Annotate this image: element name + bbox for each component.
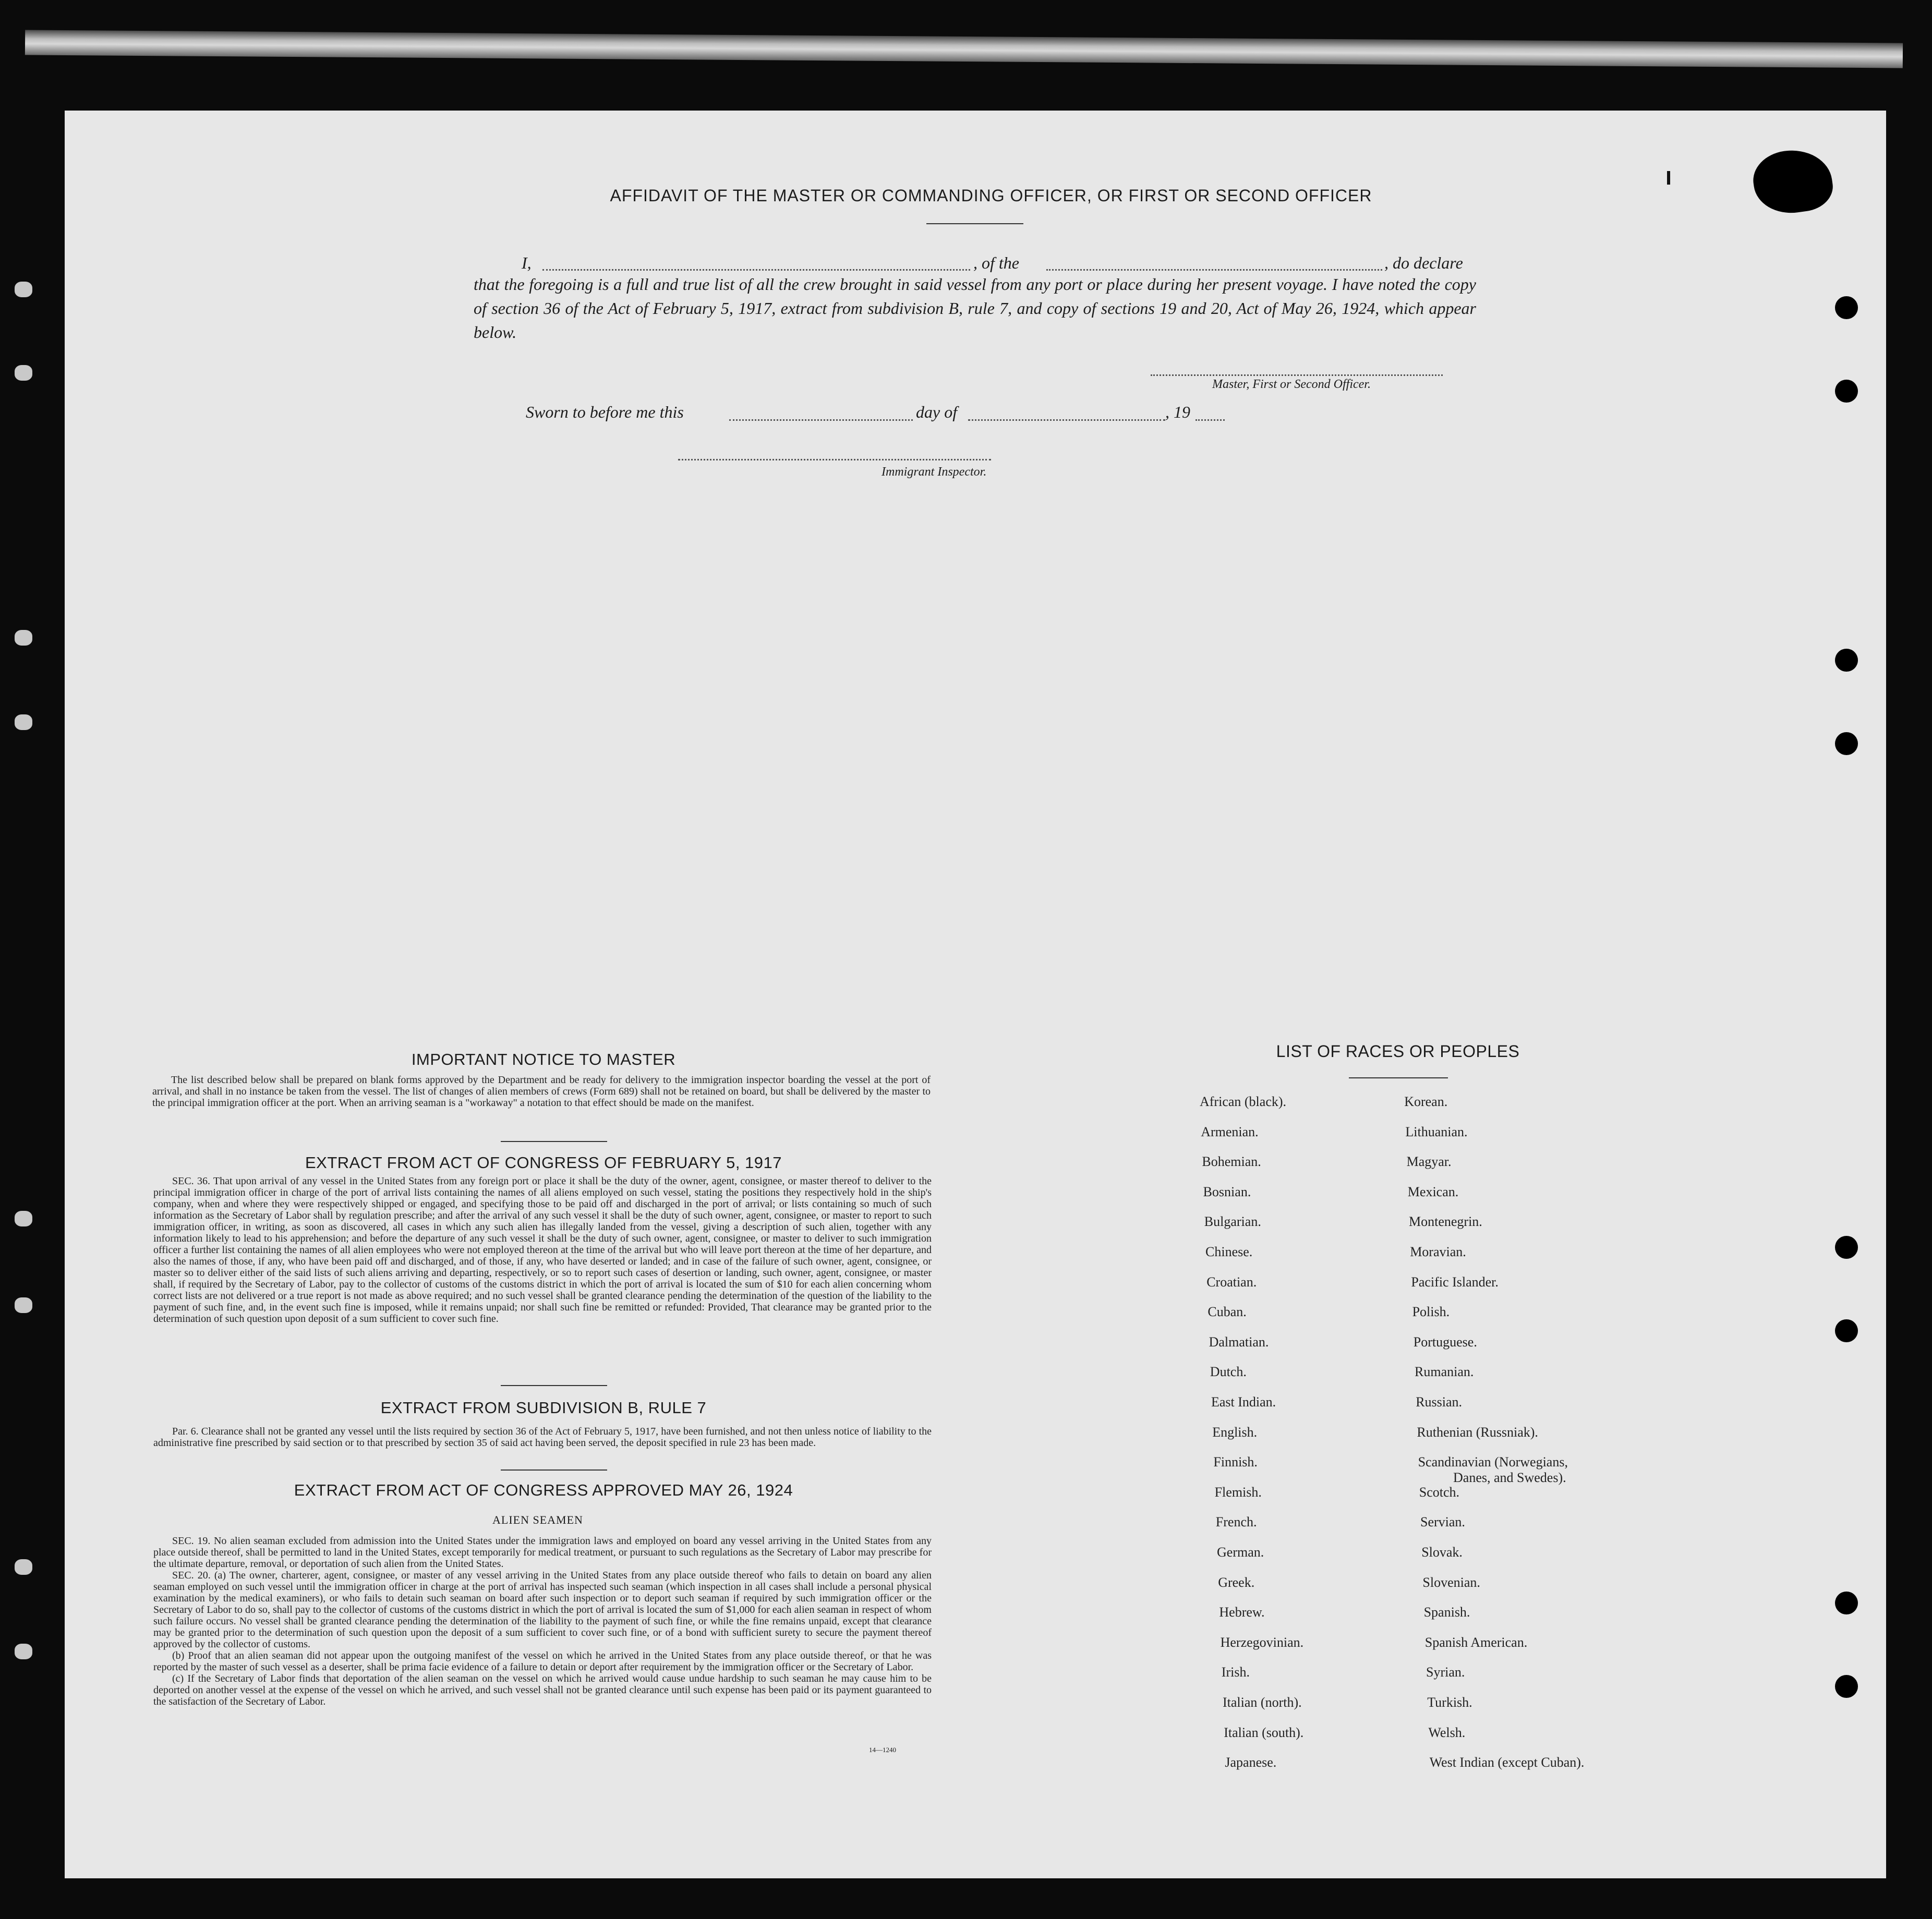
ink-mark bbox=[1667, 171, 1670, 185]
race-item: Croatian. bbox=[1206, 1274, 1257, 1290]
affidavit-line1-end: , do declare bbox=[1384, 253, 1463, 272]
binding-hole bbox=[15, 282, 32, 297]
name-blank[interactable] bbox=[542, 269, 970, 271]
rule7-title: EXTRACT FROM SUBDIVISION B, RULE 7 bbox=[380, 1399, 707, 1417]
scanner-edge-strip bbox=[25, 30, 1903, 68]
race-item: Dutch. bbox=[1210, 1364, 1247, 1380]
affidavit-title: AFFIDAVIT OF THE MASTER OR COMMANDING OFFICER, OR FIRST OR SECOND OFFICER bbox=[610, 186, 1372, 205]
race-item: Magyar. bbox=[1406, 1154, 1452, 1170]
binding-hole bbox=[15, 365, 32, 381]
alien-seamen-subtitle: ALIEN SEAMEN bbox=[492, 1513, 583, 1526]
section-19: SEC. 19. No alien seaman excluded from admission into the United States under the immigration laws and employed on board any vessel arriving in the United States from any place outside thereof, shall be permitted to land in the United States, except temporarily for medical treatment, or pursuant to such regulations as the Secretary of Labor may prescribe for the ultimate departure, removal, or deportation of such alien from the United States. bbox=[153, 1535, 932, 1570]
punch-hole bbox=[1835, 1675, 1858, 1698]
section-20b: (b) Proof that an alien seaman did not appear upon the outgoing manifest of the vessel on which he arrived in the United States from any place outside thereof, or that he was reported by the master of such vessel as a deserter, shall be prima facie evidence of a failure to detain or deport after requirement by the immigration officer or the Secretary of Labor. bbox=[153, 1650, 932, 1673]
signature-blank[interactable] bbox=[1151, 374, 1443, 376]
sworn-text: Sworn to before me this bbox=[526, 403, 684, 421]
extract-1924-text bbox=[153, 1535, 932, 1707]
race-item: Servian. bbox=[1420, 1514, 1465, 1530]
race-item: Spanish American. bbox=[1424, 1634, 1528, 1650]
binding-hole bbox=[15, 1211, 32, 1226]
race-item: English. bbox=[1212, 1424, 1258, 1440]
affidavit-line1-start: I, bbox=[522, 253, 532, 272]
races-title: LIST OF RACES OR PEOPLES bbox=[1276, 1042, 1520, 1061]
extract-1917-title: EXTRACT FROM ACT OF CONGRESS OF FEBRUARY 5, 1917 bbox=[305, 1153, 782, 1172]
extract-1917-text: SEC. 36. That upon arrival of any vessel in the United States from any foreign port or place it shall be the duty of the owner, agent, consignee, or master thereof to deliver to the principal immigration officer in charge of the port of arrival lists containing the names of all aliens employed on such vessel, stating the positions they respectively hold in the ship's company, when and where they were respectively shipped or engaged, and specifying those to be paid off and discharged in the port of arrival; or lists containing so much of such information as the Secretary of Labor shall by regulation prescribe; and after the arrival of any such vessel it shall be the duty of such owner, agent, consignee, or master to report to such immigration officer, in writing, as soon as discovered, all cases in which any such alien has illegally landed from the vessel, giving a description of such alien, together with any information likely to lead to his apprehension; and before the departure of any such vessel it shall be the duty of such owner, agent, consignee, or master to deliver to such immigration officer a further list containing the names of all alien employees who were not employed thereon at the time of the arrival but who will leave port thereon at the time of her departure, and also the names of those, if any, who have been paid off and discharged, and of those, if any, who have deserted or landed; and in case of the failure of such owner, agent, consignee, or master so to deliver either of the said lists of such aliens arriving and departing, respectively, or so to report such cases of desertion or landing, such owner, agent, consignee, or master shall, if required by the Secretary of Labor, pay to the collector of customs of the customs district in which the port of arrival is located the sum of $10 for each alien concerning whom correct lists are not delivered or a true report is not made as above required; and no such vessel shall be granted clearance pending the determination of the question of the liability to the payment of such fine, and, in the event such fine is imposed, while it remains unpaid; nor shall such fine be remitted or refunded: Provided, That clearance may be granted prior to the determination of such question upon deposit of a sum sufficient to cover such fine. bbox=[153, 1175, 932, 1325]
punch-hole bbox=[1835, 380, 1858, 403]
race-item: Turkish. bbox=[1427, 1695, 1472, 1710]
race-item: West Indian (except Cuban). bbox=[1429, 1755, 1585, 1770]
race-item: Chinese. bbox=[1205, 1244, 1253, 1259]
race-item: Ruthenian (Russniak). bbox=[1417, 1424, 1538, 1440]
affidavit-line1-mid: , of the bbox=[973, 253, 1019, 272]
binding-hole bbox=[15, 714, 32, 730]
race-item: Russian. bbox=[1416, 1394, 1463, 1410]
punch-hole bbox=[1835, 296, 1858, 319]
race-item: Slovenian. bbox=[1422, 1574, 1480, 1590]
section-20a: SEC. 20. (a) The owner, charterer, agent, consignee, or master of any vessel arriving in the United States from any place outside thereof who fails to detain on board any alien seaman employed on such vessel until the immigration officer in charge at the port of arrival has inspected such seaman (which inspection in all cases shall include a personal physical examination by the medical examiners), or who fails to detain such seaman on board after such inspection or to deport such seaman if required by such immigration officer or the Secretary of Labor to do so, shall pay to the collector of customs of the customs district in which the port of arrival is located the sum of $1,000 for each alien seaman in respect of whom such failure occurs. No vessel shall be granted clearance pending the determination of the liability to the payment of such fine, or while the fine remains unpaid, except that clearance may be granted prior to the determination of such question upon the deposit of a sum sufficient to cover such fine, or of a bond with sufficient surety to secure the payment thereof approved by the collector of customs. bbox=[153, 1570, 932, 1650]
race-item: Korean. bbox=[1404, 1094, 1448, 1109]
race-item: Bohemian. bbox=[1202, 1154, 1261, 1170]
sworn-month-blank[interactable] bbox=[968, 419, 1165, 421]
binding-hole bbox=[15, 1297, 32, 1313]
race-item: Scotch. bbox=[1419, 1484, 1460, 1500]
race-item: Irish. bbox=[1221, 1665, 1250, 1680]
race-item: Dalmatian. bbox=[1209, 1334, 1269, 1350]
punch-hole bbox=[1835, 1236, 1858, 1259]
section-20c: (c) If the Secretary of Labor finds that deportation of the alien seaman on the vessel on which he arrived would cause undue hardship to such seaman he may cause him to be deported on another vessel at the expense of the vessel on which he arrived, and such vessel shall not be granted clearance until such expense has been paid or its payment guaranteed to the satisfaction of the Secretary of Labor. bbox=[153, 1673, 932, 1707]
notice-text: The list described below shall be prepared on blank forms approved by the Department and be ready for delivery to the immigration inspector boarding the vessel at the port of arrival, and shall in no instance be taken from the vessel. The list of changes of alien members of crews (Form 689) shall not be retained on board, but shall be delivered by the master to the principal immigration officer at the port. When an arriving seaman is a "workaway" a notation to that effect should be made on the manifest. bbox=[152, 1074, 931, 1109]
divider bbox=[1349, 1077, 1448, 1078]
sworn-year: , 19 bbox=[1165, 403, 1190, 421]
punch-hole bbox=[1835, 649, 1858, 672]
inspector-label: Immigrant Inspector. bbox=[882, 465, 987, 479]
race-item: Spanish. bbox=[1423, 1605, 1470, 1620]
race-item: Montenegrin. bbox=[1409, 1214, 1482, 1230]
race-item: Scandinavian (Norwegians, bbox=[1418, 1454, 1568, 1470]
race-item: Rumanian. bbox=[1415, 1364, 1474, 1380]
binding-hole bbox=[15, 1644, 32, 1659]
divider bbox=[926, 223, 1023, 224]
divider bbox=[501, 1469, 607, 1471]
inspector-signature-blank[interactable] bbox=[678, 459, 991, 460]
sworn-day-of: day of bbox=[916, 403, 958, 421]
race-item: French. bbox=[1215, 1514, 1257, 1530]
race-item: Italian (north). bbox=[1223, 1695, 1302, 1710]
rule7-text: Par. 6. Clearance shall not be granted any vessel until the lists required by section 36 of the Act of February 5, 1917, have been furnished, and not then unless notice of liability to the administrative fine prescribed by said section or to that prescribed by section 35 of said act having been served, the deposit specified in rule 23 has been made. bbox=[153, 1426, 932, 1449]
race-item: Portuguese. bbox=[1413, 1334, 1477, 1350]
punch-hole bbox=[1835, 1319, 1858, 1342]
race-item: Finnish. bbox=[1213, 1454, 1258, 1470]
signature-label: Master, First or Second Officer. bbox=[1212, 378, 1371, 391]
race-item: Armenian. bbox=[1201, 1124, 1259, 1139]
binding-hole bbox=[15, 1559, 32, 1575]
race-item: Italian (south). bbox=[1224, 1724, 1304, 1740]
race-item: Bulgarian. bbox=[1204, 1214, 1261, 1230]
race-item: Polish. bbox=[1412, 1304, 1450, 1320]
notice-title: IMPORTANT NOTICE TO MASTER bbox=[411, 1050, 676, 1068]
affidavit-body: that the foregoing is a full and true list of all the crew brought in said vessel from any port or place during her present voyage. I have noted the copy of section 36 of the Act of February 5, 1917, extract from subdivision B, rule 7, and copy of sections 19 and 20, Act of May 26, 1924, which appear below. bbox=[474, 275, 1476, 342]
race-item: Bosnian. bbox=[1203, 1184, 1251, 1199]
race-item: Japanese. bbox=[1225, 1755, 1277, 1770]
race-item: Pacific Islander. bbox=[1411, 1274, 1499, 1290]
race-item: Moravian. bbox=[1410, 1244, 1466, 1259]
race-item: Syrian. bbox=[1426, 1665, 1465, 1680]
race-item: Mexican. bbox=[1407, 1184, 1459, 1199]
race-item: Herzegovinian. bbox=[1220, 1634, 1304, 1650]
sworn-year-blank[interactable] bbox=[1196, 419, 1225, 421]
race-item: German. bbox=[1217, 1545, 1264, 1560]
race-item: Cuban. bbox=[1208, 1304, 1247, 1320]
race-item: Lithuanian. bbox=[1405, 1124, 1468, 1139]
race-item: Hebrew. bbox=[1219, 1605, 1265, 1620]
extract-1924-title: EXTRACT FROM ACT OF CONGRESS APPROVED MAY 26, 1924 bbox=[294, 1481, 793, 1499]
divider bbox=[501, 1141, 607, 1142]
sworn-date-blank[interactable] bbox=[729, 419, 913, 421]
binding-hole bbox=[15, 630, 32, 646]
punch-hole bbox=[1835, 732, 1858, 755]
race-item: Greek. bbox=[1218, 1574, 1255, 1590]
race-item: Slovak. bbox=[1421, 1545, 1463, 1560]
race-item: Welsh. bbox=[1428, 1724, 1466, 1740]
vessel-blank[interactable] bbox=[1046, 269, 1382, 271]
race-item: Danes, and Swedes). bbox=[1453, 1470, 1566, 1486]
race-item: Flemish. bbox=[1214, 1484, 1262, 1500]
race-item: African (black). bbox=[1200, 1094, 1287, 1109]
form-number: 14—1240 bbox=[869, 1746, 896, 1754]
punch-hole bbox=[1835, 1592, 1858, 1614]
divider bbox=[501, 1385, 607, 1386]
race-item: East Indian. bbox=[1211, 1394, 1276, 1410]
